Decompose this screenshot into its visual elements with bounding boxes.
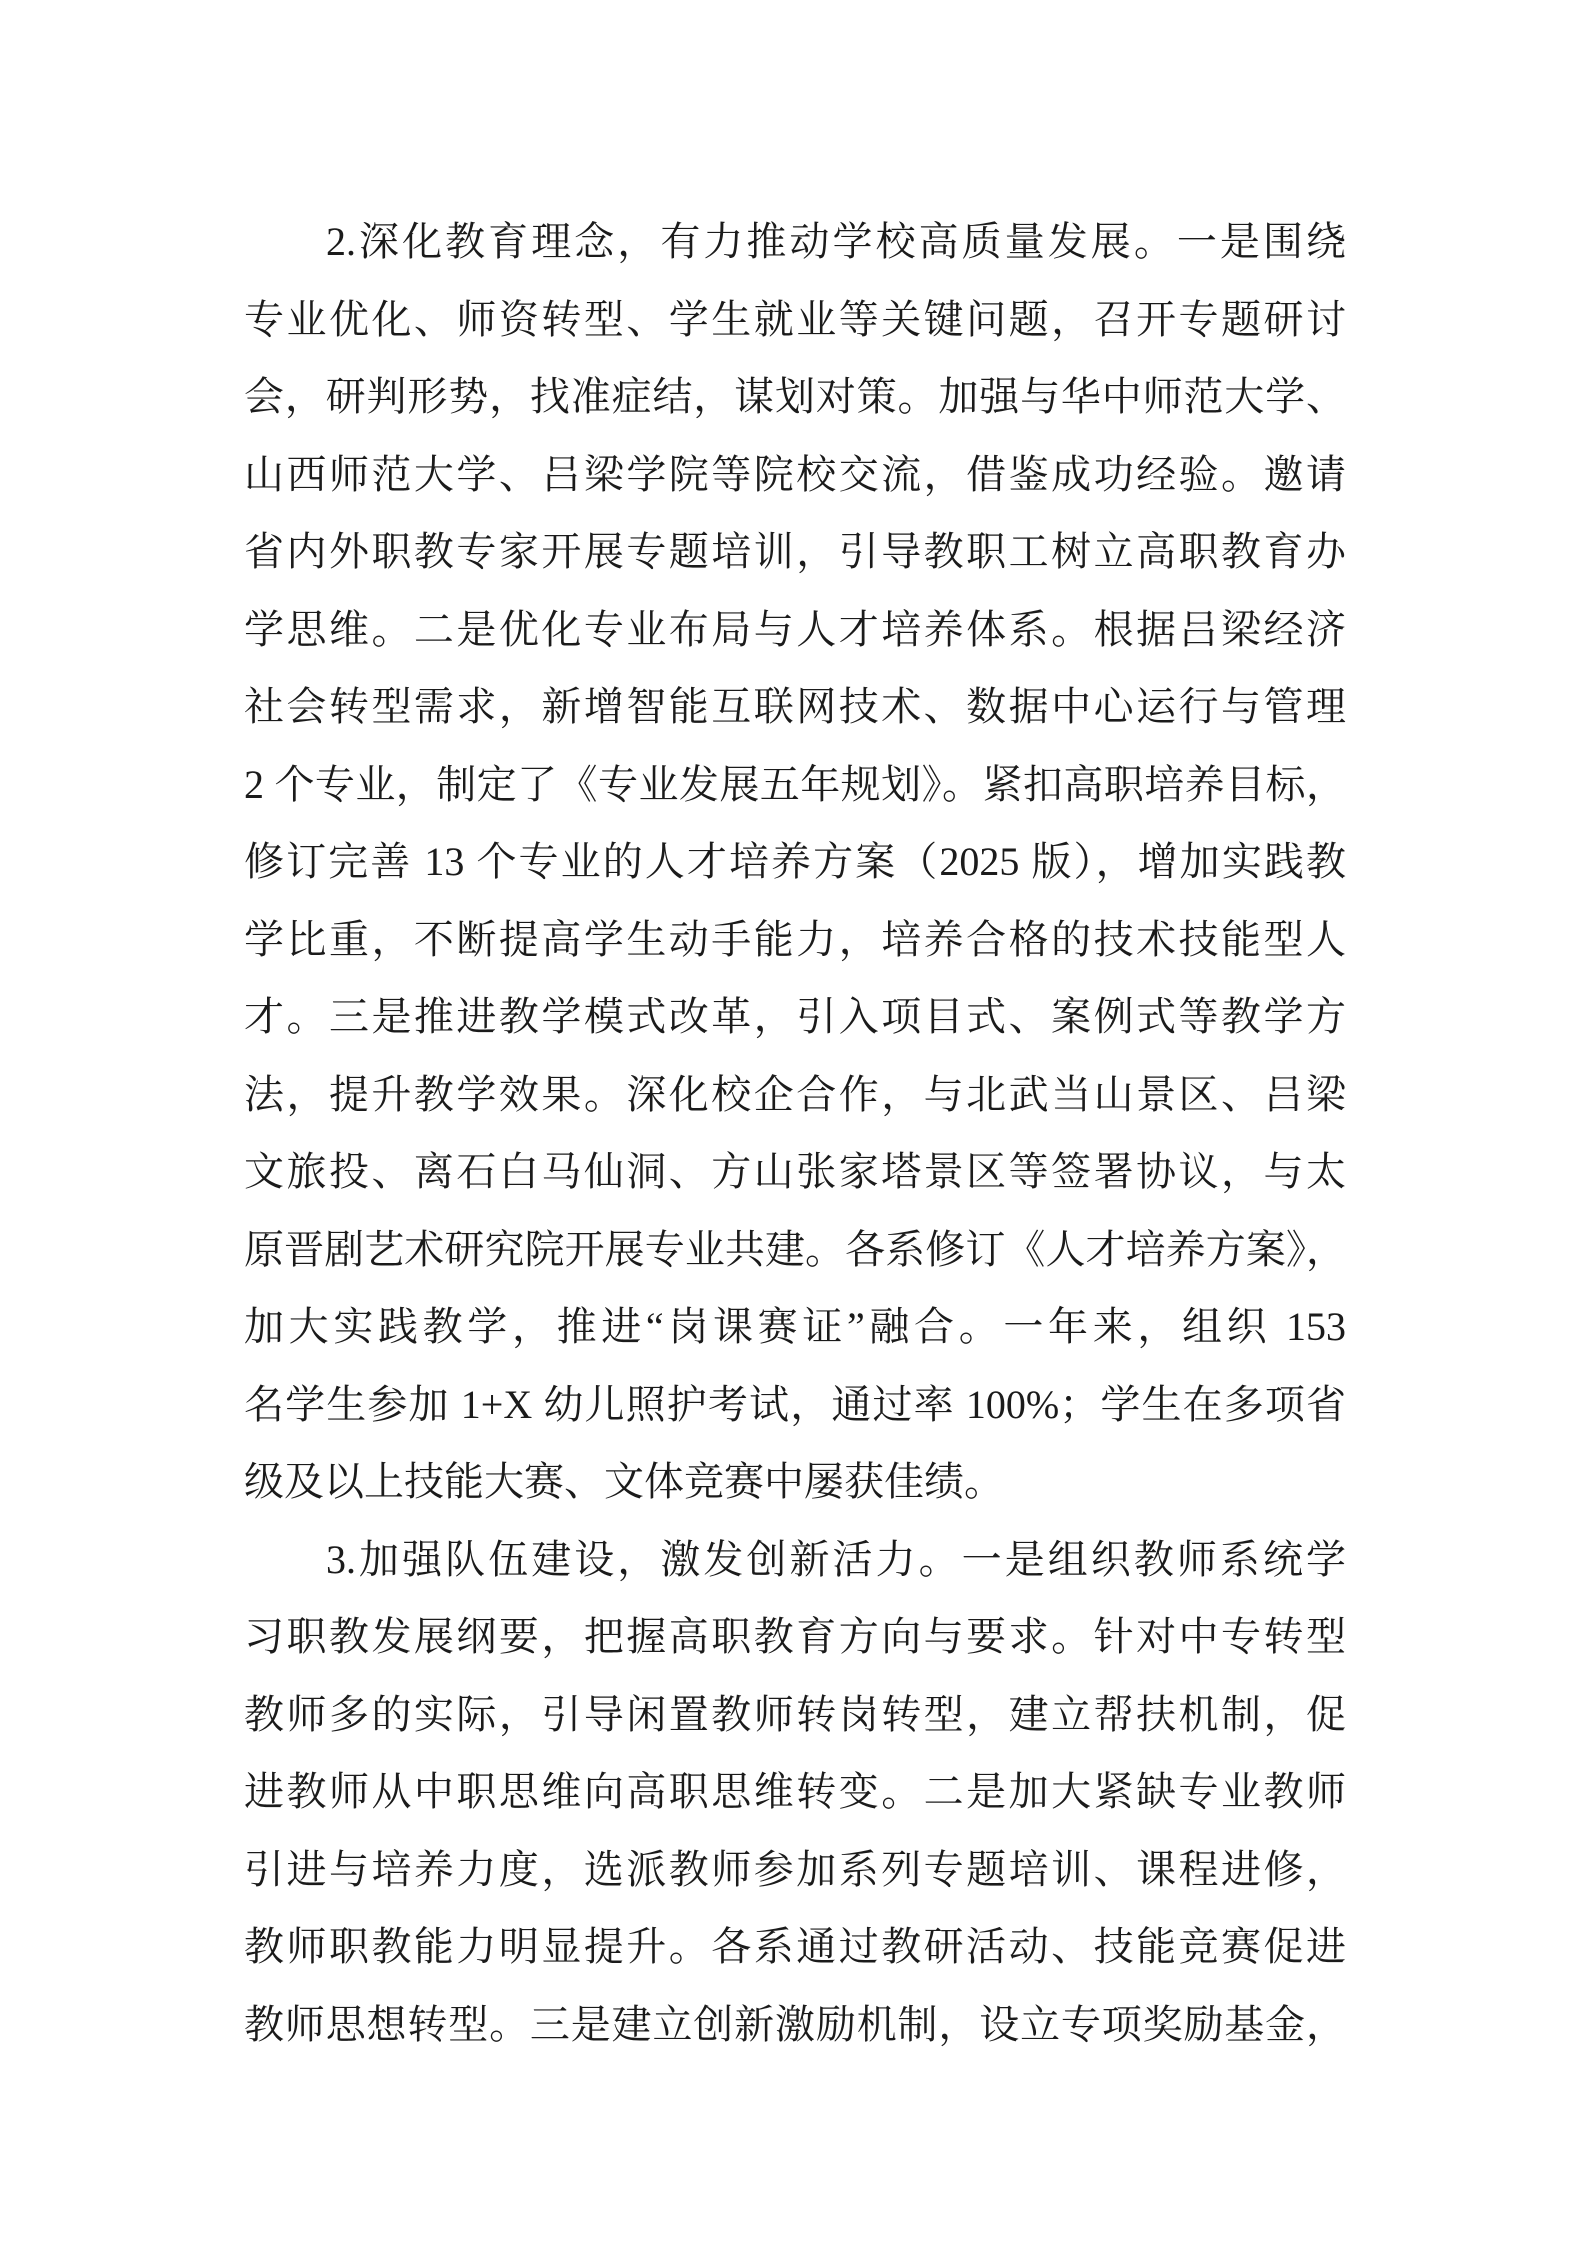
text-line: 名学生参加 1+X 幼儿照护考试，通过率 100%；学生在多项省	[244, 1381, 1346, 1427]
text-line: 原晋剧艺术研究院开展专业共建。各系修订《人才培养方案》，	[244, 1226, 1346, 1272]
para-item-2	[244, 203, 1346, 1521]
para-item-3	[244, 1521, 1346, 2064]
text-line: 教师思想转型。三是建立创新激励机制，设立专项奖励基金，	[244, 2001, 1346, 2047]
text-line: 专业优化、师资转型、学生就业等关键问题，召开专题研讨	[244, 296, 1346, 342]
text-line: 教师多的实际，引导闲置教师转岗转型，建立帮扶机制，促	[244, 1691, 1346, 1737]
text-line: 才。三是推进教学模式改革，引入项目式、案例式等教学方	[244, 994, 1346, 1039]
text-line: 学比重，不断提高学生动手能力，培养合格的技术技能型人	[244, 916, 1346, 962]
text-line: 级及以上技能大赛、文体竞赛中屡获佳绩。	[244, 1459, 1004, 1504]
text-line: 修订完善 13 个专业的人才培养方案（2025 版），增加实践教	[244, 839, 1346, 884]
text-line: 进教师从中职思维向高职思维转变。二是加大紧缺专业教师	[244, 1769, 1346, 1814]
text-line: 3.加强队伍建设，激发创新活力。一是组织教师系统学	[326, 1536, 1346, 1582]
text-line: 学思维。二是优化专业布局与人才培养体系。根据吕梁经济	[244, 606, 1346, 652]
text-line: 引进与培养力度，选派教师参加系列专题培训、课程进修，	[244, 1846, 1346, 1892]
text-line: 2 个专业，制定了《专业发展五年规划》。紧扣高职培养目标，	[244, 761, 1346, 807]
text-line: 省内外职教专家开展专题培训，引导教职工树立高职教育办	[244, 529, 1346, 574]
text-line: 加大实践教学，推进“岗课赛证”融合。一年来，组织 153	[244, 1304, 1346, 1349]
text-line: 习职教发展纲要，把握高职教育方向与要求。针对中专转型	[244, 1614, 1346, 1659]
text-line: 山西师范大学、吕梁学院等院校交流，借鉴成功经验。邀请	[244, 451, 1346, 497]
text-line: 文旅投、离石白马仙洞、方山张家塔景区等签署协议，与太	[244, 1149, 1346, 1194]
document-body	[244, 203, 1346, 2063]
text-line: 2.深化教育理念，有力推动学校高质量发展。一是围绕	[326, 219, 1346, 264]
text-line: 社会转型需求，新增智能互联网技术、数据中心运行与管理	[244, 684, 1346, 729]
text-line: 教师职教能力明显提升。各系通过教研活动、技能竞赛促进	[244, 1924, 1346, 1969]
text-line: 会，研判形势，找准症结，谋划对策。加强与华中师范大学、	[244, 374, 1346, 419]
text-line: 法，提升教学效果。深化校企合作，与北武当山景区、吕梁	[244, 1071, 1346, 1117]
